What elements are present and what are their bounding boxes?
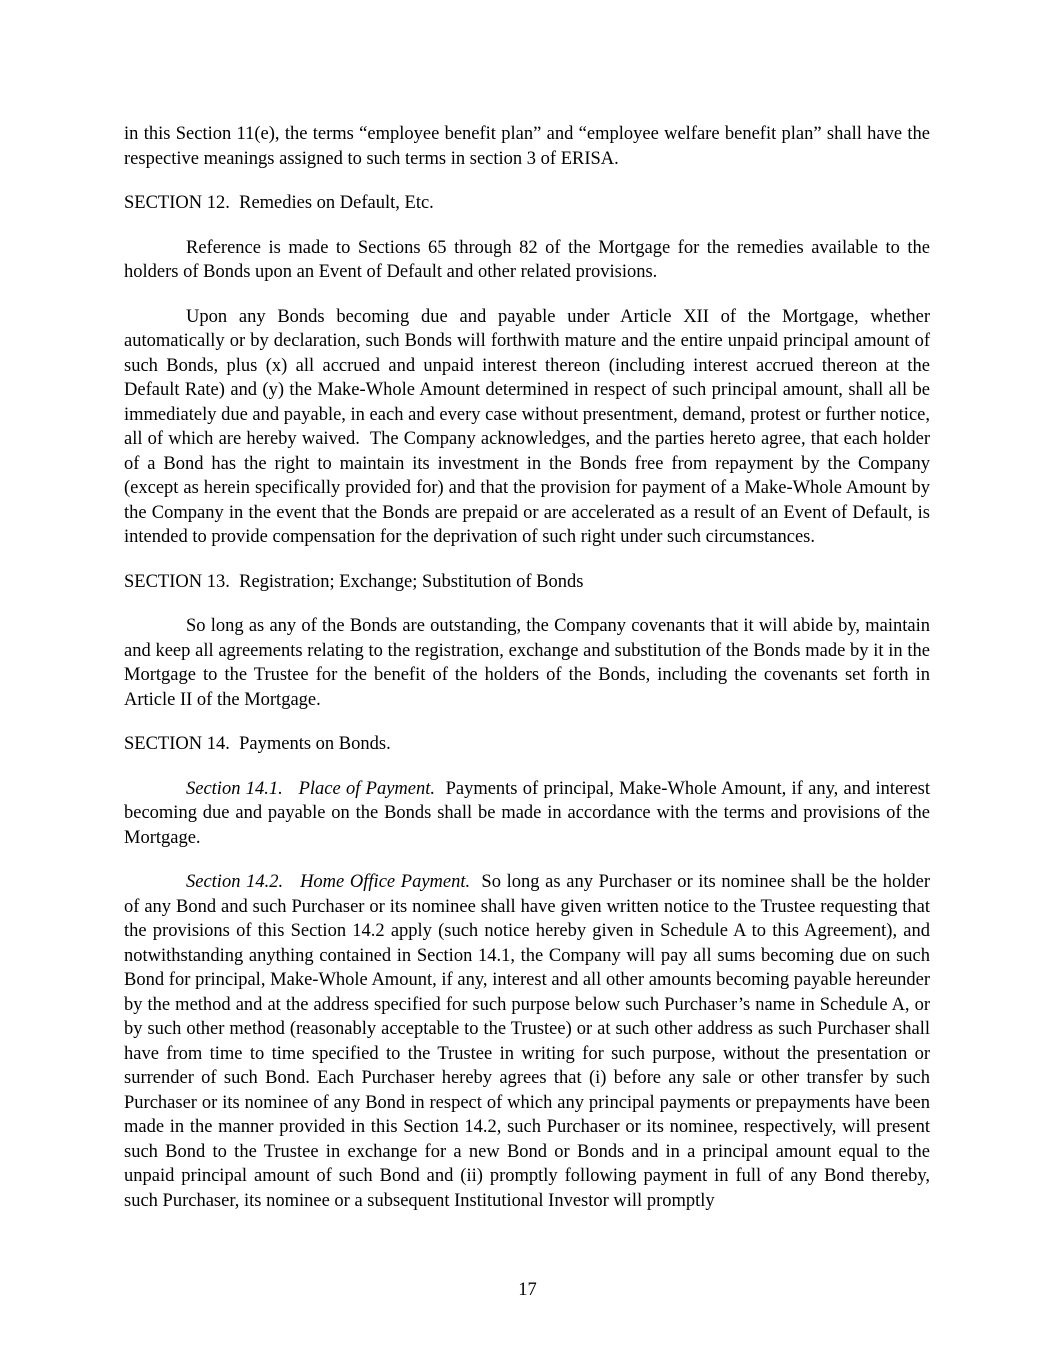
- paragraph-segment: SECTION 14. Payments on Bonds.: [124, 734, 391, 754]
- paragraph-segment: So long as any Purchaser or its nominee shall be the holder of any Bond and such Purchaser or its nominee shall have given written notice to the Trustee requesting that the provisions of this Section 14.2 apply (such notice hereby given in Schedule A to this Agreement), and notwithstanding anything contained in Section 14.1, the Company will pay all sums becoming due on such Bond for principal, Make-Whole Amount, if any, interest and all other amounts becoming payable hereunder by the method and at the address specified for such purpose below such Purchaser’s name in Schedule A, or by such other method (reasonably acceptable to the Trustee) or at such other address as such Purchaser shall have from time to time specified to the Trustee in writing for such purpose, without the presentation or surrender of such Bond. Each Purchaser hereby agrees that (i) before any sale or other transfer by such Purchaser or its nominee of any Bond in respect of which any principal payments or prepayments have been made in the manner provided in this Section 14.2, such Purchaser or its nominee, respectively, will present such Bond to the Trustee in exchange for a new Bond or Bonds and in a principal amount equal to the unpaid principal amount of such Bond and (ii) promptly following payment in full of any Bond thereby, such Purchaser, its nominee or a subsequent Institutional Investor will promptly: [124, 872, 935, 1211]
- paragraph: [124, 777, 935, 851]
- paragraph-segment: SECTION 13. Registration; Exchange; Substitution of Bonds: [124, 571, 584, 592]
- paragraph-segment-italic: Section 14.2. Home Office Payment.: [186, 872, 471, 892]
- paragraph: [124, 870, 935, 1213]
- section-heading: [124, 570, 930, 595]
- document-content: [124, 122, 935, 1233]
- section-heading: [124, 732, 930, 757]
- paragraph-segment: in this Section 11(e), the terms “employee benefit plan” and “employee welfare benefit plan” shall have the respective meanings assigned to such terms in section 3 of ERISA.: [124, 124, 935, 169]
- section-heading: [124, 191, 930, 216]
- paragraph: [124, 305, 935, 550]
- paragraph: [124, 236, 935, 285]
- paragraph: [124, 122, 935, 171]
- paragraph-segment: Upon any Bonds becoming due and payable under Article XII of the Mortgage, whether automatically or by declaration, such Bonds will forthwith mature and the entire unpaid principal amount of such Bonds, plus (x) all accrued and unpaid interest thereon (including interest accrued thereon at the Default Rate) and (y) the Make-Whole Amount determined in respect of such principal amount, shall all be immediately due and payable, in each and every case without presentment, demand, protest or further notice, all of which are hereby waived. The Company acknowledges, and the parties hereto agree, that each holder of a Bond has the right to maintain its investment in the Bonds free from repayment by the Company (except as herein specifically provided for) and that the provision for payment of a Make-Whole Amount by the Company in the event that the Bonds are prepaid or are accelerated as a result of an Event of Default, is intended to provide compensation for the deprivation of such right under such circumstances.: [124, 306, 935, 547]
- paragraph-segment: So long as any of the Bonds are outstanding, the Company covenants that it will abide by, maintain and keep all agreements relating to the registration, exchange and substitution of the Bonds made by it in the Mortgage to the Trustee for the benefit of the holders of the Bonds, including the covenants set forth in Article II of the Mortgage.: [124, 616, 935, 710]
- paragraph: [124, 614, 935, 712]
- page-number: 17: [518, 1280, 537, 1300]
- paragraph-segment: SECTION 12. Remedies on Default, Etc.: [124, 193, 434, 213]
- paragraph-segment-italic: Section 14.1. Place of Payment.: [186, 778, 435, 799]
- paragraph-segment: Payments of principal, Make-Whole Amount, if any, and interest becoming due and payable on the Bonds shall be made in accordance with the terms and provisions of the Mortgage.: [124, 778, 935, 848]
- paragraph-segment: Reference is made to Sections 65 through 82 of the Mortgage for the remedies available to the holders of Bonds upon an Event of Default and other related provisions.: [124, 237, 935, 282]
